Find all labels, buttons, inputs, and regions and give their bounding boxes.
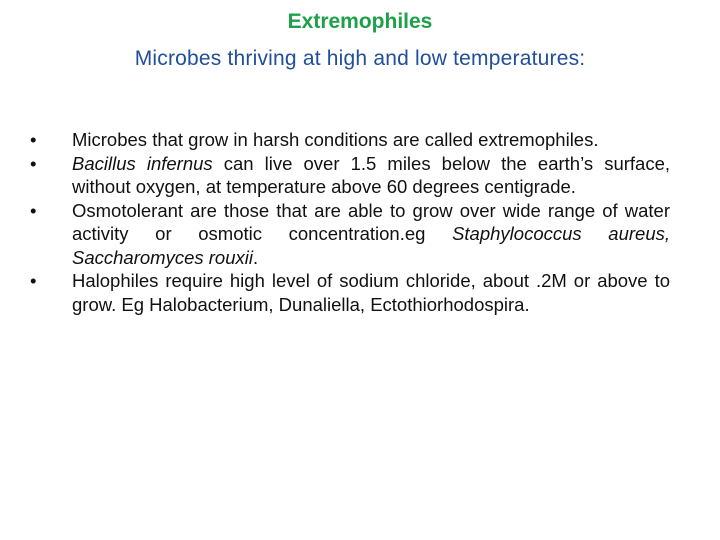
bullet-text-italic-part: Bacillus infernus [72,152,213,174]
bullet-text [72,200,670,268]
bullet-dot-icon: • [30,129,37,150]
bullet-dot-icon: • [30,199,37,221]
bullet-text [72,270,670,315]
bullet-text [72,129,598,150]
bullet-item [30,128,670,152]
bullet-item [30,269,670,316]
title-block [0,8,720,73]
bullet-text-italic-part: Staphylococcus aureus, Saccharomyces rouxii [72,223,670,268]
bullet-text-part: Halophiles require high level of sodium chloride, about .2M or above to grow. Eg Halobacterium, Dunaliella, Ectothiorhodospira. [72,270,670,315]
slide-subtitle: Microbes thriving at high and low temperatures: [134,47,586,70]
bullet-item [30,152,670,199]
bullet-list [30,128,670,316]
bullet-text [72,153,670,198]
bullet-text-part: Microbes that grow in harsh conditions are called extremophiles. [72,129,599,150]
bullet-text-part: can live over 1.5 miles below the earth’s surface, without oxygen, at temperature above 60 degrees centigrade. [72,152,670,197]
bullet-text-part: . [252,246,259,268]
bullet-item [30,199,670,270]
bullet-text-part: Osmotolerant are those that are able to grow over wide range of water activity or osmotic concentration.eg [72,199,670,244]
bullet-dot-icon: • [30,152,37,174]
bullet-dot-icon: • [30,270,37,291]
slide-title: Extremophiles [287,10,433,33]
